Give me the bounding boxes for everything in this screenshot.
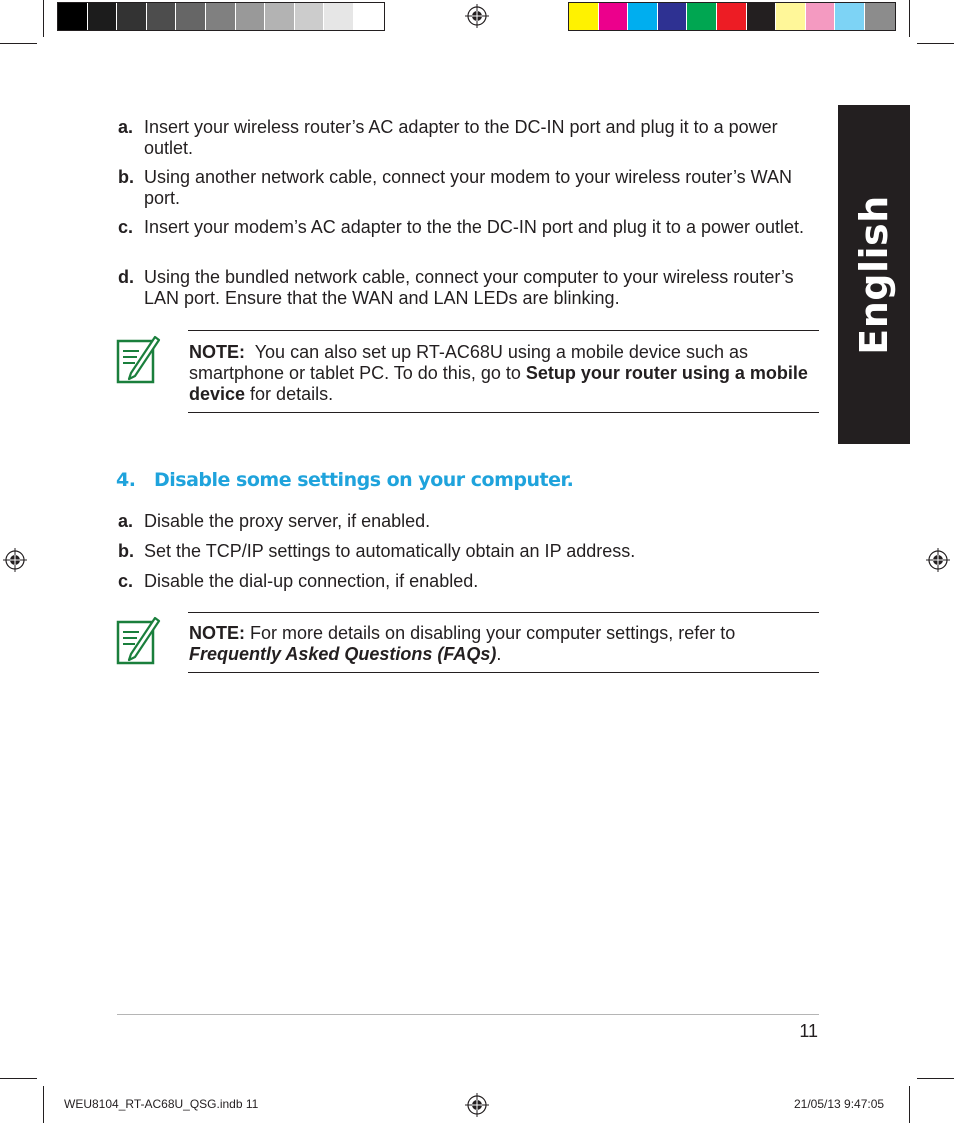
note-bottom-rule (188, 412, 819, 413)
note-text (189, 342, 814, 405)
page-number: 11 (799, 1021, 818, 1041)
color-swatch (206, 3, 236, 30)
step-a (118, 511, 818, 532)
step-letter: b. (118, 167, 134, 187)
color-swatch (806, 3, 836, 30)
color-swatch (599, 3, 629, 30)
color-swatch (658, 3, 688, 30)
color-swatch (717, 3, 747, 30)
color-swatch (176, 3, 206, 30)
note-label: NOTE: (189, 342, 245, 362)
color-swatch (295, 3, 325, 30)
registration-mark-icon (465, 4, 489, 28)
language-side-tab (838, 105, 910, 444)
note-body: For more details on disabling your computer settings, refer to (250, 623, 736, 643)
step-c (118, 571, 818, 592)
color-swatch (354, 3, 384, 30)
footer-rule (117, 1014, 819, 1015)
crop-mark (909, 1086, 910, 1123)
step-letter: b. (118, 541, 134, 561)
color-swatch (865, 3, 895, 30)
color-swatch (835, 3, 865, 30)
section-number: 4. (116, 469, 136, 491)
step-b (118, 541, 818, 562)
note-body-end: . (496, 644, 502, 664)
step-text: Using the bundled network cable, connect your computer to your wireless router’s LAN port. Ensure that the WAN and LAN LEDs are blinking. (144, 267, 794, 308)
step-letter: c. (118, 571, 134, 591)
slug-file-info: WEU8104_RT-AC68U_QSG.indb 11 (64, 1097, 259, 1111)
crop-mark (0, 1078, 37, 1079)
step-text: Disable the dial-up connection, if enabled. (144, 571, 479, 591)
crop-mark (909, 0, 910, 37)
crop-mark (0, 43, 37, 44)
crop-mark (917, 1078, 954, 1079)
language-tab-label: English (852, 194, 896, 355)
step-letter: a. (118, 511, 134, 531)
note-text (189, 623, 814, 665)
step-text: Set the TCP/IP settings to automatically obtain an IP address. (144, 541, 636, 561)
registration-mark-icon (926, 548, 950, 572)
step-d (118, 267, 818, 309)
registration-mark-icon (465, 1093, 489, 1117)
color-swatch (324, 3, 354, 30)
note-top-rule (188, 330, 819, 331)
step-letter: c. (118, 217, 134, 237)
note-body-end: for details. (245, 384, 334, 404)
note-body: You can also set up RT-AC68U using a mobile device such as smartphone or tablet PC. To do this, go to (189, 342, 748, 383)
color-swatch (117, 3, 147, 30)
slug-timestamp: 21/05/13 9:47:05 (794, 1097, 885, 1111)
note-pencil-icon (115, 333, 161, 385)
note-pencil-icon (115, 614, 161, 666)
step-text: Using another network cable, connect your modem to your wireless router’s WAN port. (144, 167, 792, 208)
step-letter: a. (118, 117, 134, 137)
crop-mark (43, 0, 44, 37)
note-top-rule (188, 612, 819, 613)
step-text: Disable the proxy server, if enabled. (144, 511, 431, 531)
crop-mark (917, 43, 954, 44)
color-swatch (58, 3, 88, 30)
color-swatch (265, 3, 295, 30)
color-swatch (776, 3, 806, 30)
process-color-bar (568, 2, 896, 31)
step-c (118, 217, 818, 238)
note-reference: Setup your router using a mobile device (189, 363, 808, 404)
color-swatch (747, 3, 777, 30)
color-swatch (569, 3, 599, 30)
color-swatch (236, 3, 266, 30)
gray-color-bar (57, 2, 385, 31)
color-swatch (88, 3, 118, 30)
step-text: Insert your wireless router’s AC adapter to the DC-IN port and plug it to a power outlet. (144, 117, 778, 158)
note-reference: Frequently Asked Questions (FAQs) (189, 644, 497, 664)
section-title: Disable some settings on your computer. (154, 469, 574, 491)
color-swatch (687, 3, 717, 30)
note-label: NOTE: (189, 623, 245, 643)
step-b (118, 167, 818, 209)
step-letter: d. (118, 267, 134, 287)
color-swatch (147, 3, 177, 30)
step-a (118, 117, 818, 159)
section-heading (116, 469, 573, 491)
step-text: Insert your modem’s AC adapter to the the DC-IN port and plug it to a power outlet. (144, 217, 805, 237)
note-bottom-rule (188, 672, 819, 673)
registration-mark-icon (3, 548, 27, 572)
color-swatch (628, 3, 658, 30)
crop-mark (43, 1086, 44, 1123)
